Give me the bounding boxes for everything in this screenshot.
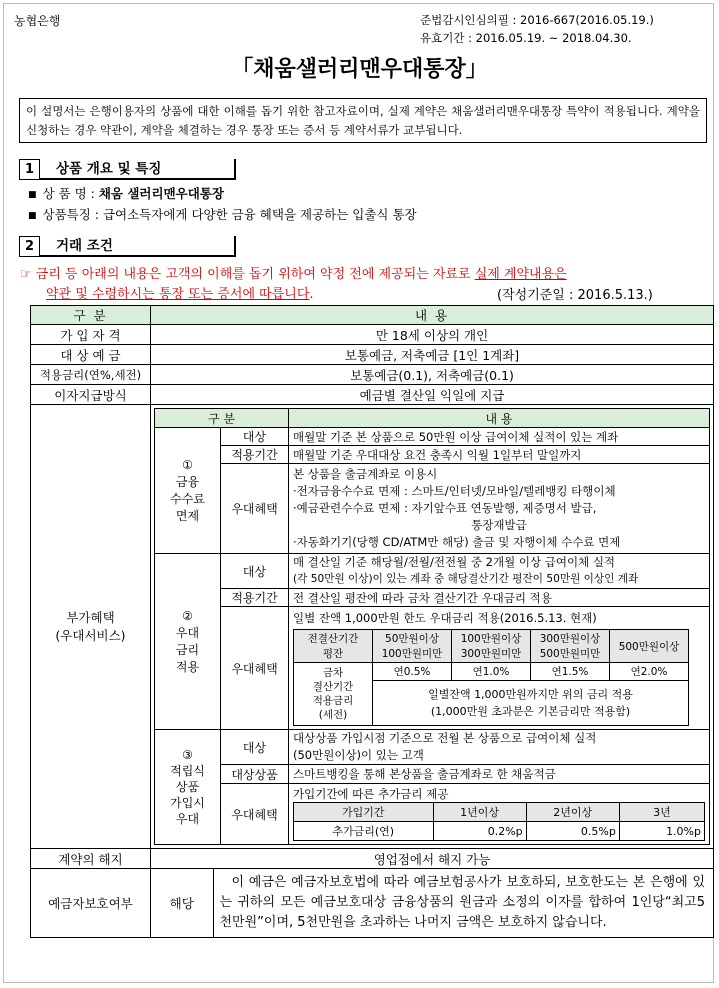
row-label: 가 입 자 격 [31,325,151,345]
validity-period: 유효기간 : 2016.05.19. ~ 2018.04.30. [420,31,632,45]
rate-head: 전결산기간 평잔 [294,630,373,663]
g1-benefit-line: 본 상품을 출금계좌로 이용시 [293,467,438,481]
rate-head: 500만원이상 [610,630,689,663]
warning-end: . [309,287,314,302]
review-approval: 준법감시인심의필 : 2016-667(2016.05.19.) [420,13,654,27]
protection-text: 이 예금은 예금자보호법에 따라 예금보험공사가 보호하되, 보호한도는 본 은행에 있는 귀하의 모든 예금보호대상 금융상품의 원금과 소정의 이자를 합하여 1인당“최고5천만원”이며, 5천만원을 초과하는 나머지 금액은 보호하지 않습니다. [219,875,705,930]
g2-target-label: 대상 [221,554,289,589]
bullet-product-feature [28,205,417,223]
warning-underlined: 실제 계약내용은 [474,267,567,282]
g3-product: 스마트뱅킹을 통해 본상품을 출금계좌로 한 채움적금 [289,765,710,784]
add-head: 가입기간 [294,803,434,822]
product-name-value: 채움 샐러리맨우대통장 [98,186,224,201]
group-1-label: ① 금융 수수료 면제 [155,428,221,554]
g2-benefit-label: 우대혜택 [221,607,289,730]
g2-target-line: (각 50만원 이상)이 있는 계좌 중 해당결산기간 평잔이 50만원 이상인 계좌 [293,573,639,585]
rate-value: 연1.5% [531,663,610,681]
protection-subtable [151,869,713,937]
rate-value: 연2.0% [610,663,689,681]
notice-box: 이 설명서는 은행이용자의 상품에 대한 이해를 돕기 위한 참고자료이며, 실제 계약은 채움샐러리맨우대통장 특약이 적용됩니다. 계약을 신청하는 경우 약관이, 계약을 체결하는 경우 통장 또는 증서 등 계약서류가 교부됩니다. [19,98,707,143]
g3-target-label: 대상 [221,730,289,765]
add-value: 0.2%p [433,822,526,841]
bullet-square-icon: ■ [28,190,37,200]
group-3-label: ③ 적립식 상품 가입시 우대 [155,730,221,845]
cancel-value: 영업점에서 해지 가능 [151,849,714,869]
g3-target-line: 대상상품 가입시점 기준으로 전월 본 상품으로 급여이체 실적 [293,731,597,745]
g3-target-line: (50만원이상)이 있는 고객 [293,748,424,762]
extra-benefit-cell [151,405,714,849]
table-head-content: 내 용 [151,306,714,325]
section-2-title: 거래 조건 [40,236,236,257]
add-head: 3년 [619,803,704,822]
rate-note-line: 일별잔액 1,000만원까지만 위의 금리 적용 [428,688,633,701]
g2-benefit-intro: 일별 잔액 1,000만원 한도 우대금리 적용(2016.5.13. 현재) [293,611,597,625]
row-value: 보통예금, 저축예금 [1인 1계좌] [151,345,714,365]
add-value: 0.5%p [526,822,619,841]
add-head: 2년이상 [526,803,619,822]
add-head: 1년이상 [433,803,526,822]
product-feature-value: 급여소득자에게 다양한 금융 혜택을 제공하는 입출식 통장 [102,207,417,222]
row-label: 대 상 예 금 [31,345,151,365]
g2-period: 전 결산일 평잔에 따라 금차 결산기간 우대금리 적용 [289,589,710,607]
rate-table [293,629,689,726]
bullet-square-icon: ■ [28,211,37,221]
sub-head-content: 내 용 [289,409,710,428]
cancel-label: 계약의 해지 [31,849,151,869]
g3-product-label: 대상상품 [221,765,289,784]
g3-target [289,730,710,765]
g1-benefit-line: ·예금관련수수료 면제 : 자기앞수표 연동발행, 제증명서 발급, [293,501,597,515]
row-label: 이자지급방식 [31,385,151,405]
row-value: 만 18세 이상의 개인 [151,325,714,345]
additional-rate-table [293,802,705,841]
g1-benefit-label: 우대혜택 [221,464,289,554]
extra-benefit-label: 부가혜택 (우대서비스) [31,405,151,849]
rate-head: 50만원이상 100만원미만 [373,630,452,663]
g1-benefit-line: ·자동화기기(당행 CD/ATM만 해당) 출금 및 자행이체 수수료 면제 [293,535,621,549]
page-title: 「채움샐러리맨우대통장」 [231,57,488,82]
protection-applies: 해당 [151,869,213,937]
g1-target: 매월말 기준 본 상품으로 50만원 이상 급여이체 실적이 있는 계좌 [289,428,710,446]
date-note: (작성기준일 : 2016.5.13.) [497,288,653,303]
rate-value: 연1.0% [452,663,531,681]
section-1-number: 1 [19,159,40,180]
bullet-label: 상품특징 : [42,207,103,222]
bank-name: 농협은행 [14,14,61,28]
g1-benefit-line: ·전자금융수수료 면제 : 스마트/인터넷/모바일/텔레뱅킹 타행이체 [293,484,616,498]
rate-head: 300만원이상 500만원미만 [531,630,610,663]
rate-head: 100만원이상 300만원미만 [452,630,531,663]
benefit-subtable [154,408,710,845]
warning-line-1 [20,263,567,282]
g1-period-label: 적용기간 [221,446,289,464]
conditions-table [30,305,714,938]
g2-benefit [289,607,710,730]
table-head-category: 구 분 [31,306,151,325]
g1-target-label: 대상 [221,428,289,446]
g2-target-line: 매 결산일 기준 해당월/전월/전전월 중 2개월 이상 급여이체 실적 [293,555,616,569]
warning-text: 금리 등 아래의 내용은 고객의 이해를 돕기 위하여 약정 전에 제공되는 자료로 [35,267,475,282]
pointing-hand-icon: ☞ [20,267,32,282]
protection-cell [151,869,714,938]
row-value: 보통예금(0.1), 저축예금(0.1) [151,365,714,385]
section-1-title: 상품 개요 및 특징 [40,159,236,180]
g2-target [289,554,710,589]
rate-note-line: (1,000만원 초과분은 기본금리만 적용함) [430,705,631,718]
g3-benefit-intro: 가입기간에 따른 추가금리 제공 [293,787,449,801]
group-2-label: ② 우대 금리 적용 [155,554,221,730]
row-value: 예금별 결산일 익일에 지급 [151,385,714,405]
row-label: 적용금리(연%,세전) [31,365,151,385]
warning-underlined-2: 약관 및 수령하시는 통장 또는 증서에 따릅니다 [46,287,310,302]
g1-benefit [289,464,710,554]
g1-benefit-line: 통장재발급 [471,518,527,532]
add-value: 1.0%p [619,822,704,841]
protection-label: 예금자보호여부 [31,869,151,938]
bullet-label: 상 품 명 : [42,186,99,201]
g3-benefit [289,784,710,845]
rate-note [373,681,689,726]
g2-period-label: 적용기간 [221,589,289,607]
rate-row-label: 금차 결산기간 적용금리 (세전) [294,663,373,726]
g1-period: 매월말 기준 우대대상 요건 충족시 익월 1일부터 말일까지 [289,446,710,464]
sub-head-category: 구 분 [155,409,289,428]
section-2-number: 2 [19,236,40,257]
rate-value: 연0.5% [373,663,452,681]
warning-line-2 [46,283,314,302]
bullet-product-name [28,184,224,202]
add-row-label: 추가금리(연) [294,822,434,841]
g3-benefit-label: 우대혜택 [221,784,289,845]
